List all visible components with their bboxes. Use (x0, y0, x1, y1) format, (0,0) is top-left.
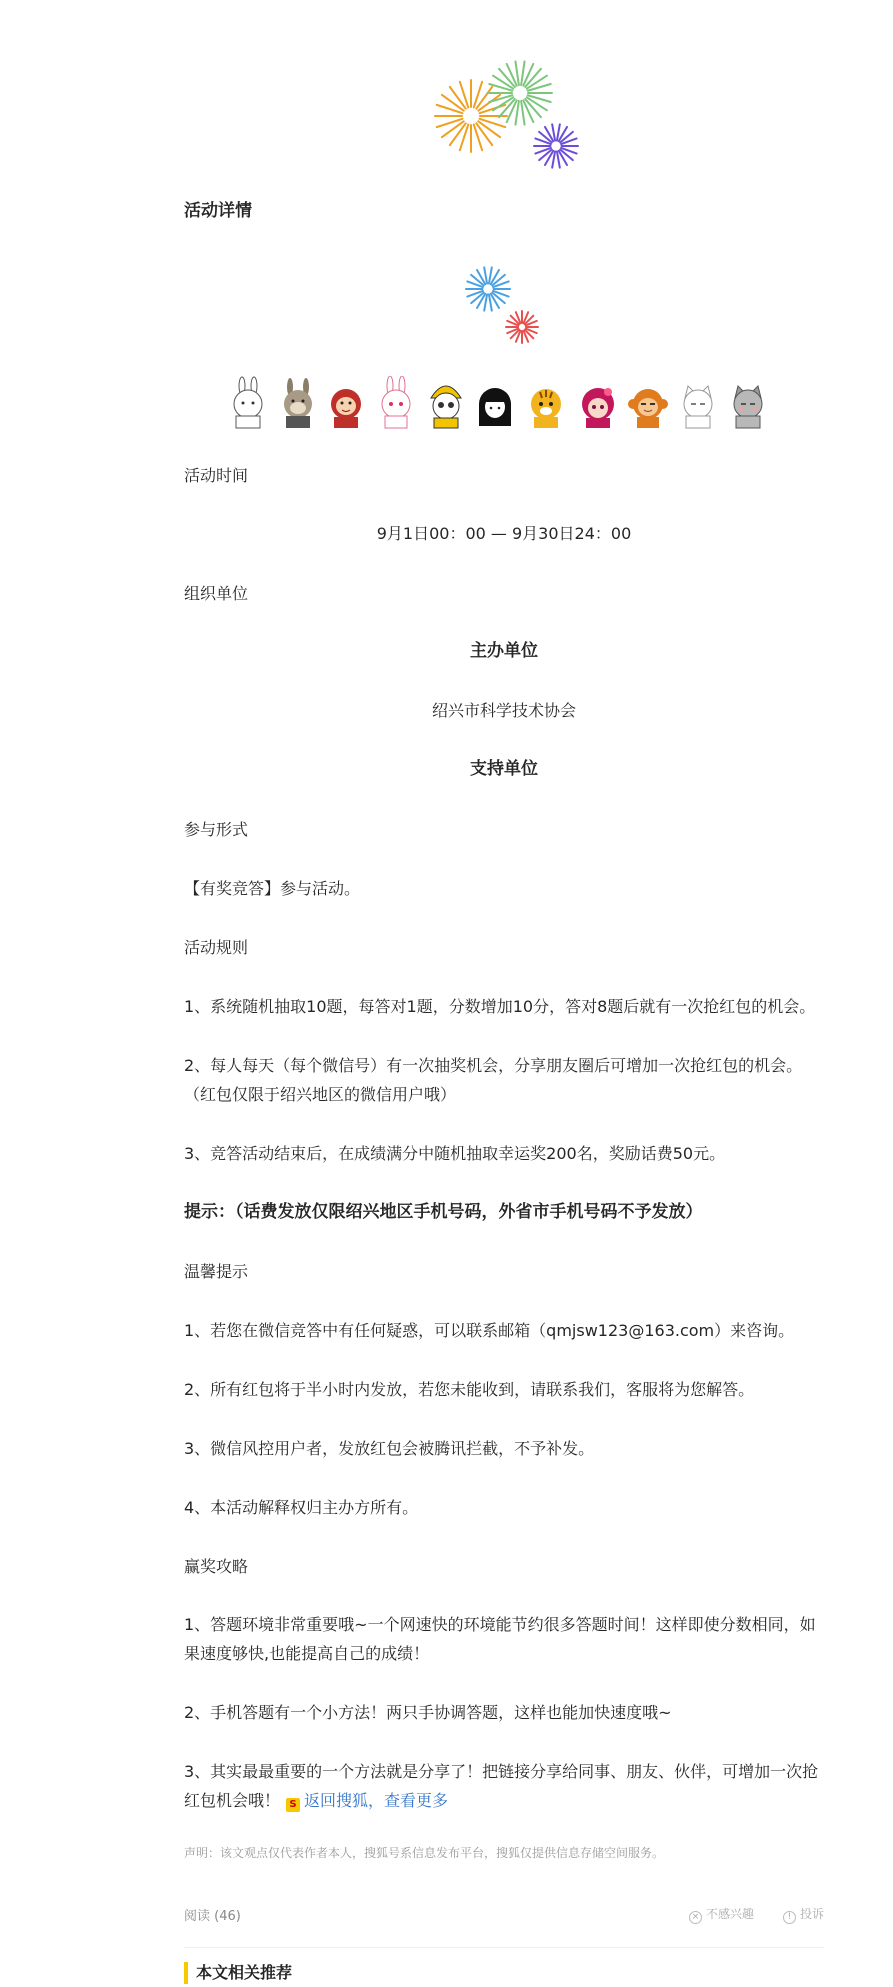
alert-circle-icon: ! (783, 1911, 796, 1924)
strategy-1: 1、答题环境非常重要哦~一个网速快的环境能节约很多答题时间！这样即使分数相同，如果速度够快,也能提高自己的成绩！ (184, 1615, 816, 1663)
report-button[interactable] (783, 1905, 824, 1924)
strategy-label: 赢奖攻略 (184, 1557, 249, 1576)
report-label: 投诉 (799, 1907, 824, 1921)
time-label: 活动时间 (184, 466, 249, 485)
org-label: 组织单位 (184, 584, 249, 603)
warm-tip-3: 3、微信风控用户者，发放红包会被腾讯拦截，不予补发。 (184, 1439, 595, 1458)
warm-tip-4: 4、本活动解释权归主办方所有。 (184, 1498, 419, 1517)
disclaimer: 声明：该文观点仅代表作者本人，搜狐号系信息发布平台，搜狐仅提供信息存储空间服务。 (184, 1846, 665, 1860)
host-label: 主办单位 (470, 641, 538, 661)
fireworks-middle-icon (0, 255, 893, 355)
not-interested-label: 不感兴趣 (705, 1907, 754, 1921)
rule-2: 2、每人每天（每个微信号）有一次抽奖机会，分享朋友圈后可增加一次抢红包的机会。（红包仅限于绍兴地区的微信用户哦） (184, 1056, 803, 1104)
strategy-2: 2、手机答题有一个小方法！两只手协调答题，这样也能加快速度哦~ (184, 1703, 672, 1722)
tip-text: 提示：（话费发放仅限绍兴地区手机号码，外省市手机号码不予发放） (184, 1202, 703, 1222)
warm-tip-2: 2、所有红包将于半小时内发放，若您未能收到，请联系我们，客服将为您解答。 (184, 1380, 755, 1399)
strategy-3-text: 3、其实最最重要的一个方法就是分享了！把链接分享给同事、朋友、伙伴，可增加一次抢红包机会哦！ (184, 1762, 819, 1810)
time-value: 9月1日00：00 — 9月30日24：00 (376, 524, 632, 543)
sohu-logo-icon: S (286, 1798, 300, 1812)
fireworks-top-icon (0, 55, 893, 175)
strategy-3 (184, 1757, 824, 1815)
divider (184, 1947, 824, 1948)
read-count: 阅读 (46) (184, 1909, 241, 1924)
cartoon-faces-icon (226, 376, 786, 432)
close-circle-icon: × (689, 1911, 702, 1924)
not-interested-button[interactable] (689, 1905, 754, 1924)
rule-3: 3、竞答活动结束后，在成绩满分中随机抽取幸运奖200名，奖励话费50元。 (184, 1144, 726, 1163)
format-value: 【有奖竞答】参与活动。 (184, 879, 361, 898)
host-value: 绍兴市科学技术协会 (431, 701, 576, 720)
back-to-sohu-link[interactable]: 返回搜狐，查看更多 (304, 1791, 449, 1810)
warm-tip-1: 1、若您在微信竞答中有任何疑惑，可以联系邮箱（qmjsw123@163.com）来咨询。 (184, 1321, 795, 1340)
recommend-section-title: 本文相关推荐 (184, 1962, 292, 1984)
support-label: 支持单位 (470, 759, 538, 779)
format-label: 参与形式 (184, 820, 249, 839)
section-title: 活动详情 (184, 201, 252, 221)
article-footer-bar (184, 1905, 824, 1929)
rule-1: 1、系统随机抽取10题，每答对1题，分数增加10分，答对8题后就有一次抢红包的机会。 (184, 997, 816, 1016)
rules-label: 活动规则 (184, 938, 249, 957)
cartoon-emoji-row (226, 376, 786, 432)
warm-tips-label: 温馨提示 (184, 1262, 249, 1281)
